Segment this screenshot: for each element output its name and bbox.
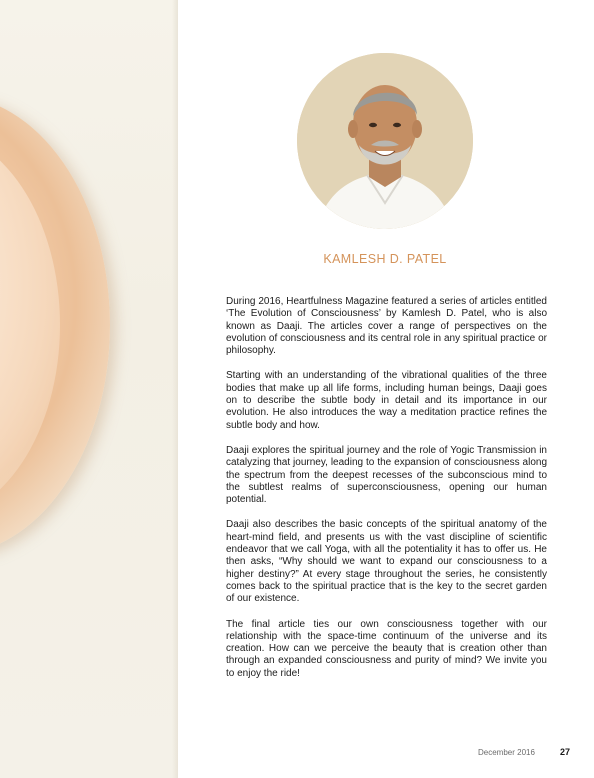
article-body xyxy=(226,296,547,693)
paragraph: The final article ties our own consciousness together with our relationship with the space-time continuum of the universe and its creation. How can we perceive the beauty that is creation other than through an expanded consciousness and purity of mind? We invite you to enjoy the ride! xyxy=(226,618,547,679)
paragraph: Daaji also describes the basic concepts of the spiritual anatomy of the heart-mind field, and presents us with the vast discipline of scientific endeavor that we call Yoga, with all the potentiality it has to offer us. He then asks, “Why should we want to expand our consciousness to a higher destiny?” At every stage throughout the series, he consistently comes back to the spiritual practice that is the key to the secret garden of our existence. xyxy=(226,519,547,605)
photo-edge-shade xyxy=(172,0,178,778)
paragraph: During 2016, Heartfulness Magazine featured a series of articles entitled ‘The Evolution of Consciousness’ by Kamlesh D. Patel, who is also known as Daaji. The articles cover a range of perspectives on the evolution of consciousness and its central role in any spiritual practice or philosophy. xyxy=(226,296,547,357)
portrait-illustration xyxy=(297,53,473,229)
paragraph: Starting with an understanding of the vibrational qualities of the three bodies that make up all life forms, including human beings, Daaji goes on to describe the subtle body in detail and its importance in our evolution. He also introduces the way a meditation practice refines the subtle body and how. xyxy=(226,370,547,431)
footer-date: December 2016 xyxy=(478,748,535,757)
decorative-bowl-photo xyxy=(0,0,178,778)
page-number: 27 xyxy=(560,747,571,757)
paragraph: Daaji explores the spiritual journey and the role of Yogic Transmission in catalyzing that journey, leading to the expansion of consciousness along the spectrum from the deepest recesses of the subconscious mind to the subtlest realms of superconsciousness, opening our human potential. xyxy=(226,444,547,506)
author-name: KAMLESH D. PATEL xyxy=(323,252,447,266)
author-portrait xyxy=(297,53,473,229)
